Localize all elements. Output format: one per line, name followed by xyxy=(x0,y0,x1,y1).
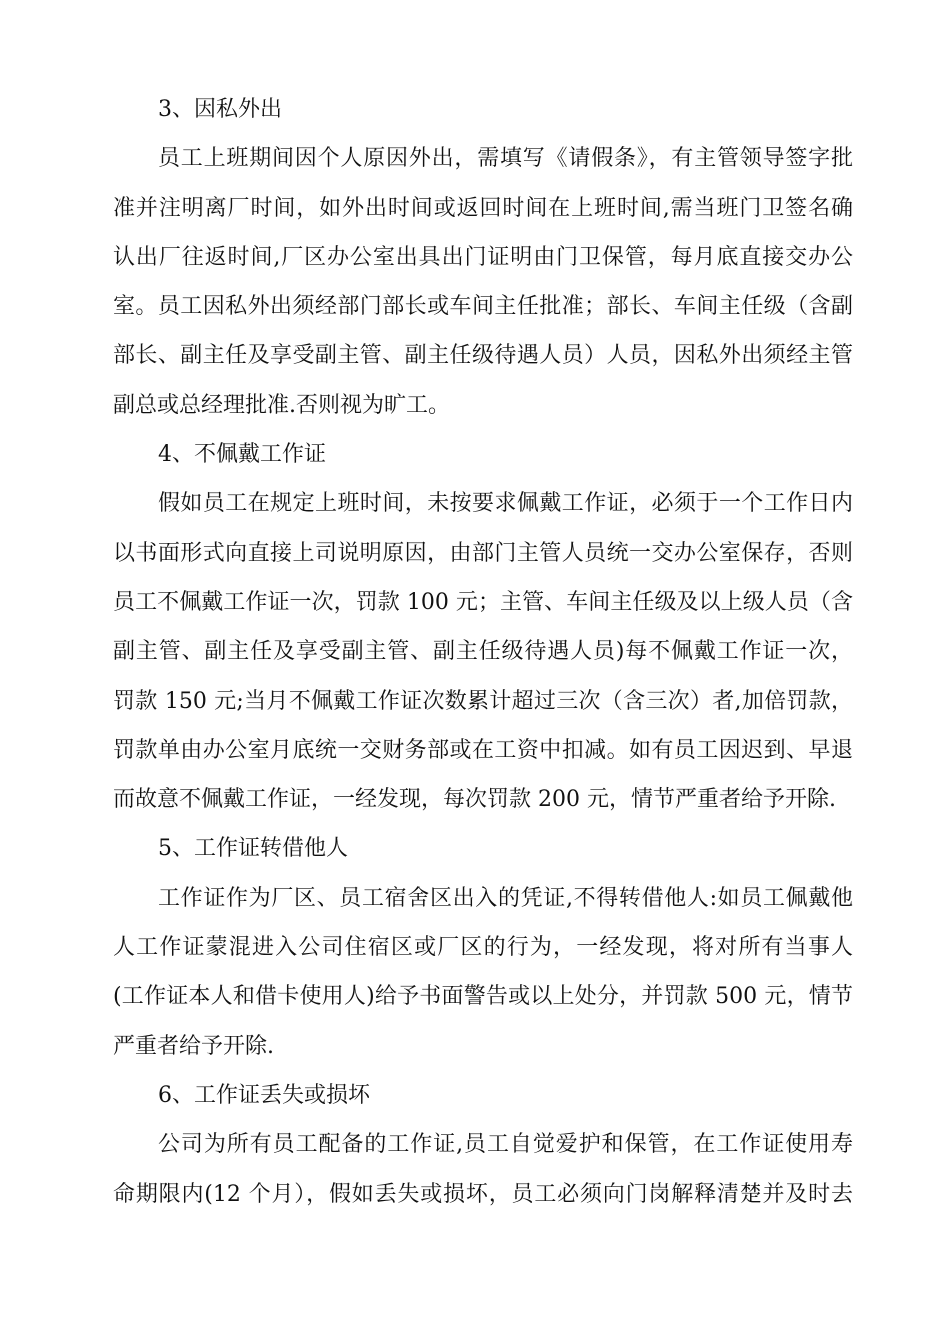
paragraph-line: 副主管、副主任及享受副主管、副主任级待遇人员)每不佩戴工作证一次， xyxy=(113,639,853,665)
paragraph-line: 部长、副主任及享受副主管、副主任级待遇人员）人员，因私外出须经主管 xyxy=(113,343,853,369)
document-page xyxy=(113,85,853,1219)
section-heading: 4、不佩戴工作证 xyxy=(158,442,326,468)
paragraph-line: 罚款 150 元;当月不佩戴工作证次数累计超过三次（含三次）者,加倍罚款， xyxy=(113,688,853,714)
paragraph-line: 以书面形式向直接上司说明原因，由部门主管人员统一交办公室保存，否则 xyxy=(113,540,853,566)
section-heading: 3、因私外出 xyxy=(158,97,282,122)
paragraph-line: 认出厂往返时间,厂区办公室出具出门证明由门卫保管，每月底直接交办公 xyxy=(113,244,853,270)
paragraph-line: 工作证作为厂区、员工宿舍区出入的凭证,不得转借他人:如员工佩戴他 xyxy=(158,885,853,911)
paragraph-line: 准并注明离厂时间，如外出时间或返回时间在上班时间,需当班门卫签名确 xyxy=(113,195,853,221)
paragraph-line: 公司为所有员工配备的工作证,员工自觉爱护和保管，在工作证使用寿 xyxy=(158,1132,853,1158)
paragraph-line: 严重者给予开除. xyxy=(113,1033,274,1059)
section-heading: 6、工作证丢失或损坏 xyxy=(158,1082,370,1108)
paragraph-line: 命期限内(12 个月），假如丢失或损坏，员工必须向门岗解释清楚并及时去 xyxy=(113,1181,853,1207)
paragraph-line: 而故意不佩戴工作证，一经发现，每次罚款 200 元，情节严重者给予开除. xyxy=(113,787,836,813)
paragraph-line: 员工不佩戴工作证一次，罚款 100 元；主管、车间主任级及以上级人员（含 xyxy=(113,589,853,615)
paragraph-line: 副总或总经理批准.否则视为旷工。 xyxy=(113,392,450,418)
paragraph-line: 假如员工在规定上班时间，未按要求佩戴工作证，必须于一个工作日内 xyxy=(158,491,853,517)
paragraph-line: 员工上班期间因个人原因外出，需填写《请假条》，有主管领导签字批 xyxy=(158,146,853,172)
paragraph-line: (工作证本人和借卡使用人)给予书面警告或以上处分，并罚款 500 元，情节 xyxy=(113,984,853,1010)
paragraph-line: 人工作证蒙混进入公司住宿区或厂区的行为，一经发现，将对所有当事人 xyxy=(113,935,853,961)
section-heading: 5、工作证转借他人 xyxy=(158,836,348,862)
paragraph-line: 罚款单由办公室月底统一交财务部或在工资中扣减。如有员工因迟到、早退 xyxy=(113,737,853,763)
paragraph-line: 室。员工因私外出须经部门部长或车间主任批准；部长、车间主任级（含副 xyxy=(113,294,853,320)
